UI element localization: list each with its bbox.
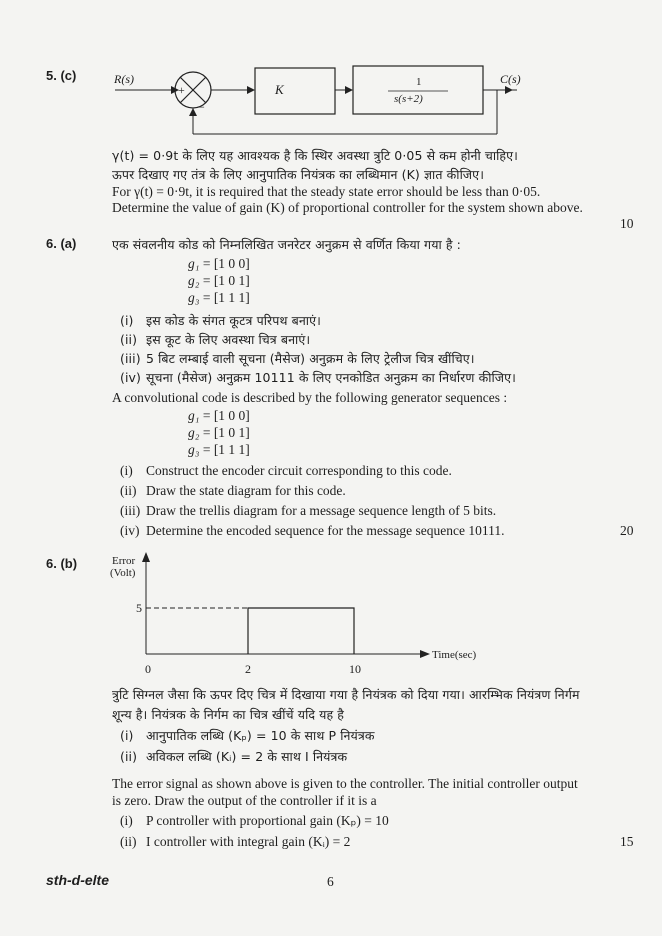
list-item: (ii) I controller with integral gain (Kᵢ) = 2 xyxy=(120,834,351,849)
q6a-hindi-intro: एक संवलनीय कोड को निम्नलिखित जनरेटर अनुक्रम से वर्णित किया गया है : xyxy=(112,237,461,252)
block-diagram xyxy=(105,52,525,144)
generator-row: g₂ = [1 0 1] xyxy=(188,425,250,440)
list-item: (iv) Determine the encoded sequence for the message sequence 10111. xyxy=(120,523,505,538)
q6b-english-line1: The error signal as shown above is given to the controller. The initial controller output xyxy=(112,776,578,791)
q6b-hindi-line2: शून्य है। नियंत्रक के निर्गम का चित्र खींचें यदि यह है xyxy=(112,707,345,722)
list-item: (ii) Draw the state diagram for this code. xyxy=(120,483,346,498)
list-item: (i) P controller with proportional gain (Kₚ) = 10 xyxy=(120,813,389,828)
list-item: (i) Construct the encoder circuit corresponding to this code. xyxy=(120,463,452,478)
question-number-5c: 5. (c) xyxy=(46,68,77,83)
list-item: (iii) 5 बिट लम्बाई वाली सूचना (मैसेज) अनुक्रम के लिए ट्रेलीज चित्र खींचिए। xyxy=(120,351,475,366)
question-number-6a: 6. (a) xyxy=(46,236,77,251)
q5-hindi-line1: γ(t) = 0·9t के लिए यह आवश्यक है कि स्थिर अवस्था त्रुटि 0·05 से कम होनी चाहिए। xyxy=(112,148,518,163)
error-signal-graph xyxy=(100,550,440,665)
plus-sign: + xyxy=(178,83,185,97)
list-item: (iv) सूचना (मैसेज) अनुक्रम 10111 के लिए एनकोडित अनुक्रम का निर्धारण कीजिए। xyxy=(120,370,516,385)
graph-xlabel: Time(sec) xyxy=(432,649,477,661)
plant-block xyxy=(353,66,483,114)
paper-code: sth-d-elte xyxy=(46,872,109,888)
q5-marks: 10 xyxy=(620,216,634,231)
gain-block xyxy=(255,68,335,114)
q6b-english-line2: is zero. Draw the output of the controller if it is a xyxy=(112,793,377,808)
question-number-6b: 6. (b) xyxy=(46,556,78,571)
generator-row: g₂ = [1 0 1] xyxy=(188,273,250,288)
generator-row: g₃ = [1 1 1] xyxy=(188,442,250,457)
list-item: (iii) Draw the trellis diagram for a message sequence length of 5 bits. xyxy=(120,503,497,518)
q5-hindi-line2: ऊपर दिखाए गए तंत्र के लिए आनुपातिक नियंत्रक का लब्धिमान (K) ज्ञात कीजिए। xyxy=(112,167,485,182)
x-tick-label: 10 xyxy=(349,662,361,676)
list-item: (ii) इस कूट के लिए अवस्था चित्र बनाएं। xyxy=(120,332,311,347)
generator-row: g₁ = [1 0 0] xyxy=(188,256,250,271)
list-item: (i) इस कोड के संगत कूटत्र परिपथ बनाएं। xyxy=(120,313,321,328)
y-tick-label: 5 xyxy=(136,601,142,615)
x-tick-label: 2 xyxy=(245,662,251,676)
q6a-english-intro: A convolutional code is described by the following generator sequences : xyxy=(112,390,508,405)
x-tick-label: 0 xyxy=(145,662,151,676)
tf-denominator: s(s+2) xyxy=(394,93,423,105)
q5-english-line1: For γ(t) = 0·9t, it is required that the steady state error should be less than 0·05. xyxy=(112,184,541,199)
input-label: R(s) xyxy=(114,72,134,86)
tf-numerator: 1 xyxy=(416,76,422,88)
graph-ylabel: Error xyxy=(112,555,136,567)
q6b-marks: 15 xyxy=(620,834,634,849)
generator-row: g₃ = [1 1 1] xyxy=(188,290,250,305)
gain-label: K xyxy=(275,82,284,97)
error-pulse xyxy=(248,608,354,654)
page-number: 6 xyxy=(327,874,334,889)
graph-ylabel-unit: (Volt) xyxy=(110,567,136,579)
generator-row: g₁ = [1 0 0] xyxy=(188,408,250,423)
list-item: (ii) अविकल लब्धि (Kᵢ) = 2 के साथ I नियंत्रक xyxy=(120,749,348,764)
minus-sign: − xyxy=(198,100,205,114)
q5-english-line2: Determine the value of gain (K) of proportional controller for the system shown above. xyxy=(112,200,583,215)
list-item: (i) आनुपातिक लब्धि (Kₚ) = 10 के साथ P नियंत्रक xyxy=(120,728,375,743)
output-label: C(s) xyxy=(500,72,521,86)
q6b-hindi-line1: त्रुटि सिग्नल जैसा कि ऊपर दिए चित्र में दिखाया गया है नियंत्रक को दिया गया। आरम्भिक नियंत्रण निर्गम xyxy=(112,687,580,702)
q6a-marks: 20 xyxy=(620,523,634,538)
